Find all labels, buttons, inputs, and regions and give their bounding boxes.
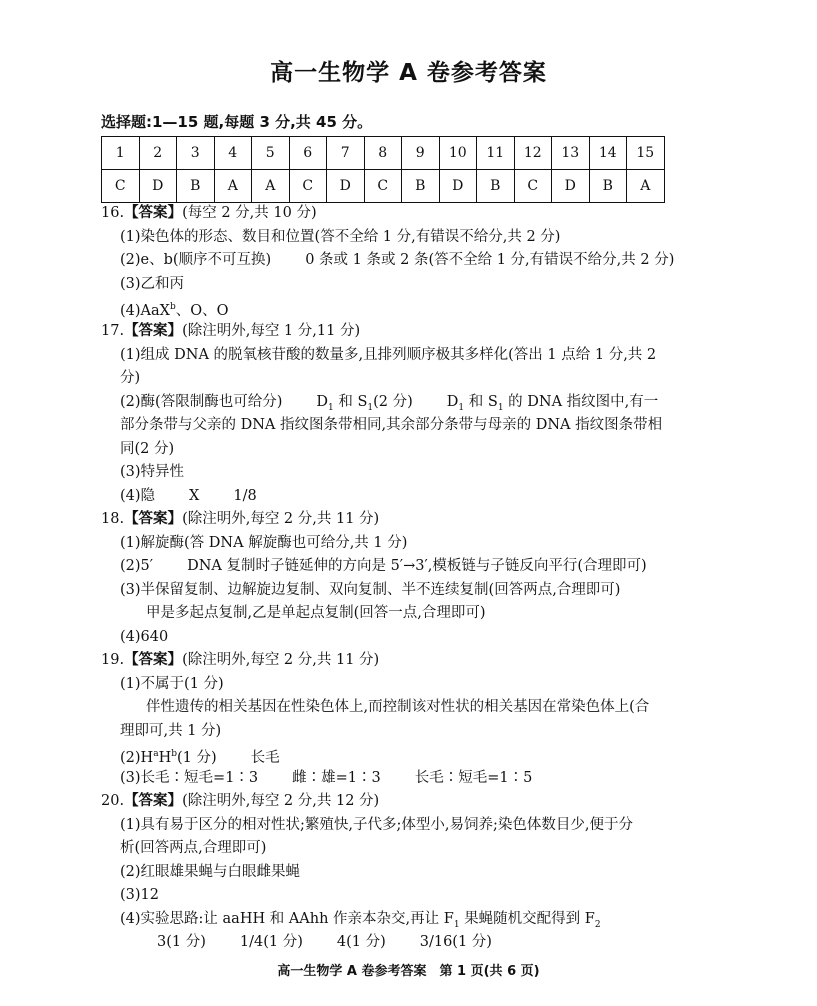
q17-answer-4: [120, 486, 257, 506]
answer-part: 雌∶雄=1∶3: [292, 770, 381, 786]
answer-part: (3)长毛∶短毛=1∶3: [120, 770, 259, 786]
answer-cell: D: [327, 170, 365, 203]
answer-tag: 【答案】: [124, 205, 183, 221]
answer-part: 的 DNA 指纹图中,有一: [508, 394, 659, 410]
answer-part: (2)e、b(顺序不可互换): [120, 252, 272, 268]
answer-cell: B: [177, 170, 215, 203]
answer-cell: C: [364, 170, 402, 203]
page-footer: 高一生物学 A 卷参考答案 第 1 页(共 6 页): [277, 964, 540, 979]
answer-cell: D: [139, 170, 177, 203]
superscript: b: [171, 749, 177, 759]
q16-answer-3: (3)乙和丙: [120, 276, 185, 292]
answer-part: 1/8: [233, 488, 257, 504]
q20-answer-1: (1)具有易于区分的相对性状;繁殖快,子代多;体型小,易饲养;染色体数目少,便于分: [120, 817, 634, 833]
question-number-cell: 12: [514, 137, 552, 170]
answer-part: 0 条或 1 条或 2 条(答不全给 1 分,有错误不给分,共 2 分): [305, 252, 675, 268]
answer-cell: A: [214, 170, 252, 203]
answer-part: 和 S: [333, 394, 368, 410]
answer-tag: 【答案】: [124, 511, 183, 527]
q18-heading: [101, 509, 379, 529]
superscript: a: [153, 749, 159, 759]
subscript: 2: [594, 919, 601, 930]
answer-cell: B: [477, 170, 515, 203]
answer-cell: B: [402, 170, 440, 203]
question-number: 17.: [101, 323, 125, 339]
answer-tag: 【答案】: [124, 793, 183, 809]
q16-answer-1: (1)染色体的形态、数目和位置(答不全给 1 分,有错误不给分,共 2 分): [120, 229, 561, 245]
answer-part: (4)实验思路:让 aaHH 和 AAhh 作亲本杂交,再让 F: [120, 911, 454, 927]
multiple-choice-answer-table: [101, 136, 665, 203]
page-title: 高一生物学 A 卷参考答案: [270, 60, 547, 86]
q20-answer-1-cont: 析(回答两点,合理即可): [120, 840, 267, 856]
question-number-cell: 14: [589, 137, 627, 170]
question-number-cell: 15: [627, 137, 665, 170]
question-number-cell: 8: [364, 137, 402, 170]
question-number-cell: 3: [177, 137, 215, 170]
q20-answer-3: (3)12: [120, 887, 159, 903]
question-number-cell: 9: [402, 137, 440, 170]
q19-answer-1-cont: 伴性遗传的相关基因在性染色体上,而控制该对性状的相关基因在常染色体上(合: [146, 699, 650, 715]
answer-part: (2)H: [120, 749, 154, 766]
q19-answer-1: (1)不属于(1 分): [120, 676, 224, 692]
score-note: (除注明外,每空 2 分,共 11 分): [182, 652, 380, 668]
answer-part: 4(1 分): [336, 934, 386, 950]
q20-heading: [101, 791, 379, 811]
question-number: 16.: [101, 205, 125, 221]
answer-part: (4)隐: [120, 488, 156, 504]
answer-part: 长毛: [250, 749, 280, 766]
q20-answer-4: [120, 909, 601, 935]
question-number: 19.: [101, 652, 125, 668]
answer-part: X: [189, 488, 200, 504]
question-number-cell: 1: [102, 137, 140, 170]
answer-part: (1 分): [176, 749, 217, 766]
answer-cell: C: [289, 170, 327, 203]
answer-part: 果蝇随机交配得到 F: [459, 911, 595, 927]
q16-heading: [101, 203, 317, 223]
question-number-cell: 11: [477, 137, 515, 170]
q17-answer-3: (3)特异性: [120, 464, 185, 480]
answer-tag: 【答案】: [124, 323, 183, 339]
question-number-cell: 6: [289, 137, 327, 170]
q17-answer-2: [120, 392, 658, 418]
score-note: (除注明外,每空 2 分,共 11 分): [182, 511, 380, 527]
answer-part: 和 S: [464, 394, 498, 410]
subscript: 1: [328, 402, 334, 413]
answer-part: (2)5′: [120, 558, 154, 574]
answer-part: D: [446, 394, 459, 410]
q20-answer-2: (2)红眼雄果蝇与白眼雌果蝇: [120, 864, 301, 880]
answer-part: H: [158, 749, 172, 766]
q16-answer-2: [120, 250, 674, 270]
q17-answer-2-cont: 部分条带与父亲的 DNA 指纹图条带相同,其余部分条带与母亲的 DNA 指纹图条带相: [120, 417, 663, 433]
answer-part: 3/16(1 分): [419, 934, 492, 950]
answer-part: (2 分): [373, 394, 413, 410]
question-number-cell: 5: [252, 137, 290, 170]
q19-answer-1-cont2: 理即可,共 1 分): [120, 723, 222, 739]
q17-answer-1: (1)组成 DNA 的脱氧核苷酸的数量多,且排列顺序极其多样化(答出 1 点给 1 分,共 2: [120, 347, 657, 363]
q19-answer-3: [120, 768, 532, 788]
q18-answer-4: (4)640: [120, 629, 169, 645]
question-number: 20.: [101, 793, 125, 809]
answer-part: (2)酶(答限制酶也可给分): [120, 394, 283, 410]
answer-cell: A: [252, 170, 290, 203]
q17-answer-1-cont: 分): [120, 370, 141, 386]
answer-part: 长毛∶短毛=1∶5: [414, 770, 533, 786]
answer-cell: A: [627, 170, 665, 203]
q17-answer-2-cont2: 同(2 分): [120, 441, 175, 457]
question-number-cell: 10: [439, 137, 477, 170]
question-number-row: [102, 137, 665, 170]
answer-cell: C: [514, 170, 552, 203]
answer-cell: B: [589, 170, 627, 203]
question-number-cell: 13: [552, 137, 590, 170]
score-note: (除注明外,每空 2 分,共 12 分): [182, 793, 380, 809]
q18-answer-2: [120, 556, 647, 576]
q19-heading: [101, 650, 379, 670]
answer-cell: C: [102, 170, 140, 203]
superscript: b: [169, 302, 176, 312]
subscript: 1: [497, 402, 504, 413]
answer-part: 3(1 分): [157, 934, 206, 950]
subscript: 1: [458, 402, 465, 413]
subscript: 1: [367, 402, 374, 413]
answer-cell: D: [439, 170, 477, 203]
answer-tag: 【答案】: [124, 652, 183, 668]
answer-part: DNA 复制时子链延伸的方向是 5′→3′,模板链与子链反向平行(合理即可): [187, 558, 647, 574]
question-number-cell: 2: [139, 137, 177, 170]
q16-answer-4: [120, 297, 229, 321]
q18-answer-3-cont: 甲是多起点复制,乙是单起点复制(回答一点,合理即可): [146, 605, 486, 621]
multiple-choice-label: 选择题:1—15 题,每题 3 分,共 45 分。: [101, 113, 373, 131]
answer-part: D: [316, 394, 328, 410]
score-note: (每空 2 分,共 10 分): [182, 205, 317, 221]
answer-part: 、O、O: [175, 302, 229, 319]
q20-answer-5: [157, 932, 492, 952]
answer-cell: D: [552, 170, 590, 203]
question-number-cell: 4: [214, 137, 252, 170]
q18-answer-3: (3)半保留复制、边解旋边复制、双向复制、半不连续复制(回答两点,合理即可): [120, 582, 621, 598]
q19-answer-2: [120, 744, 280, 768]
question-number-cell: 7: [327, 137, 365, 170]
question-number: 18.: [101, 511, 125, 527]
answer-row: [102, 170, 665, 203]
answer-part: 1/4(1 分): [239, 934, 303, 950]
q18-answer-1: (1)解旋酶(答 DNA 解旋酶也可给分,共 1 分): [120, 535, 408, 551]
subscript: 1: [453, 919, 460, 930]
score-note: (除注明外,每空 1 分,11 分): [182, 323, 361, 339]
answer-part: (4)AaX: [120, 302, 170, 319]
q17-heading: [101, 321, 360, 341]
